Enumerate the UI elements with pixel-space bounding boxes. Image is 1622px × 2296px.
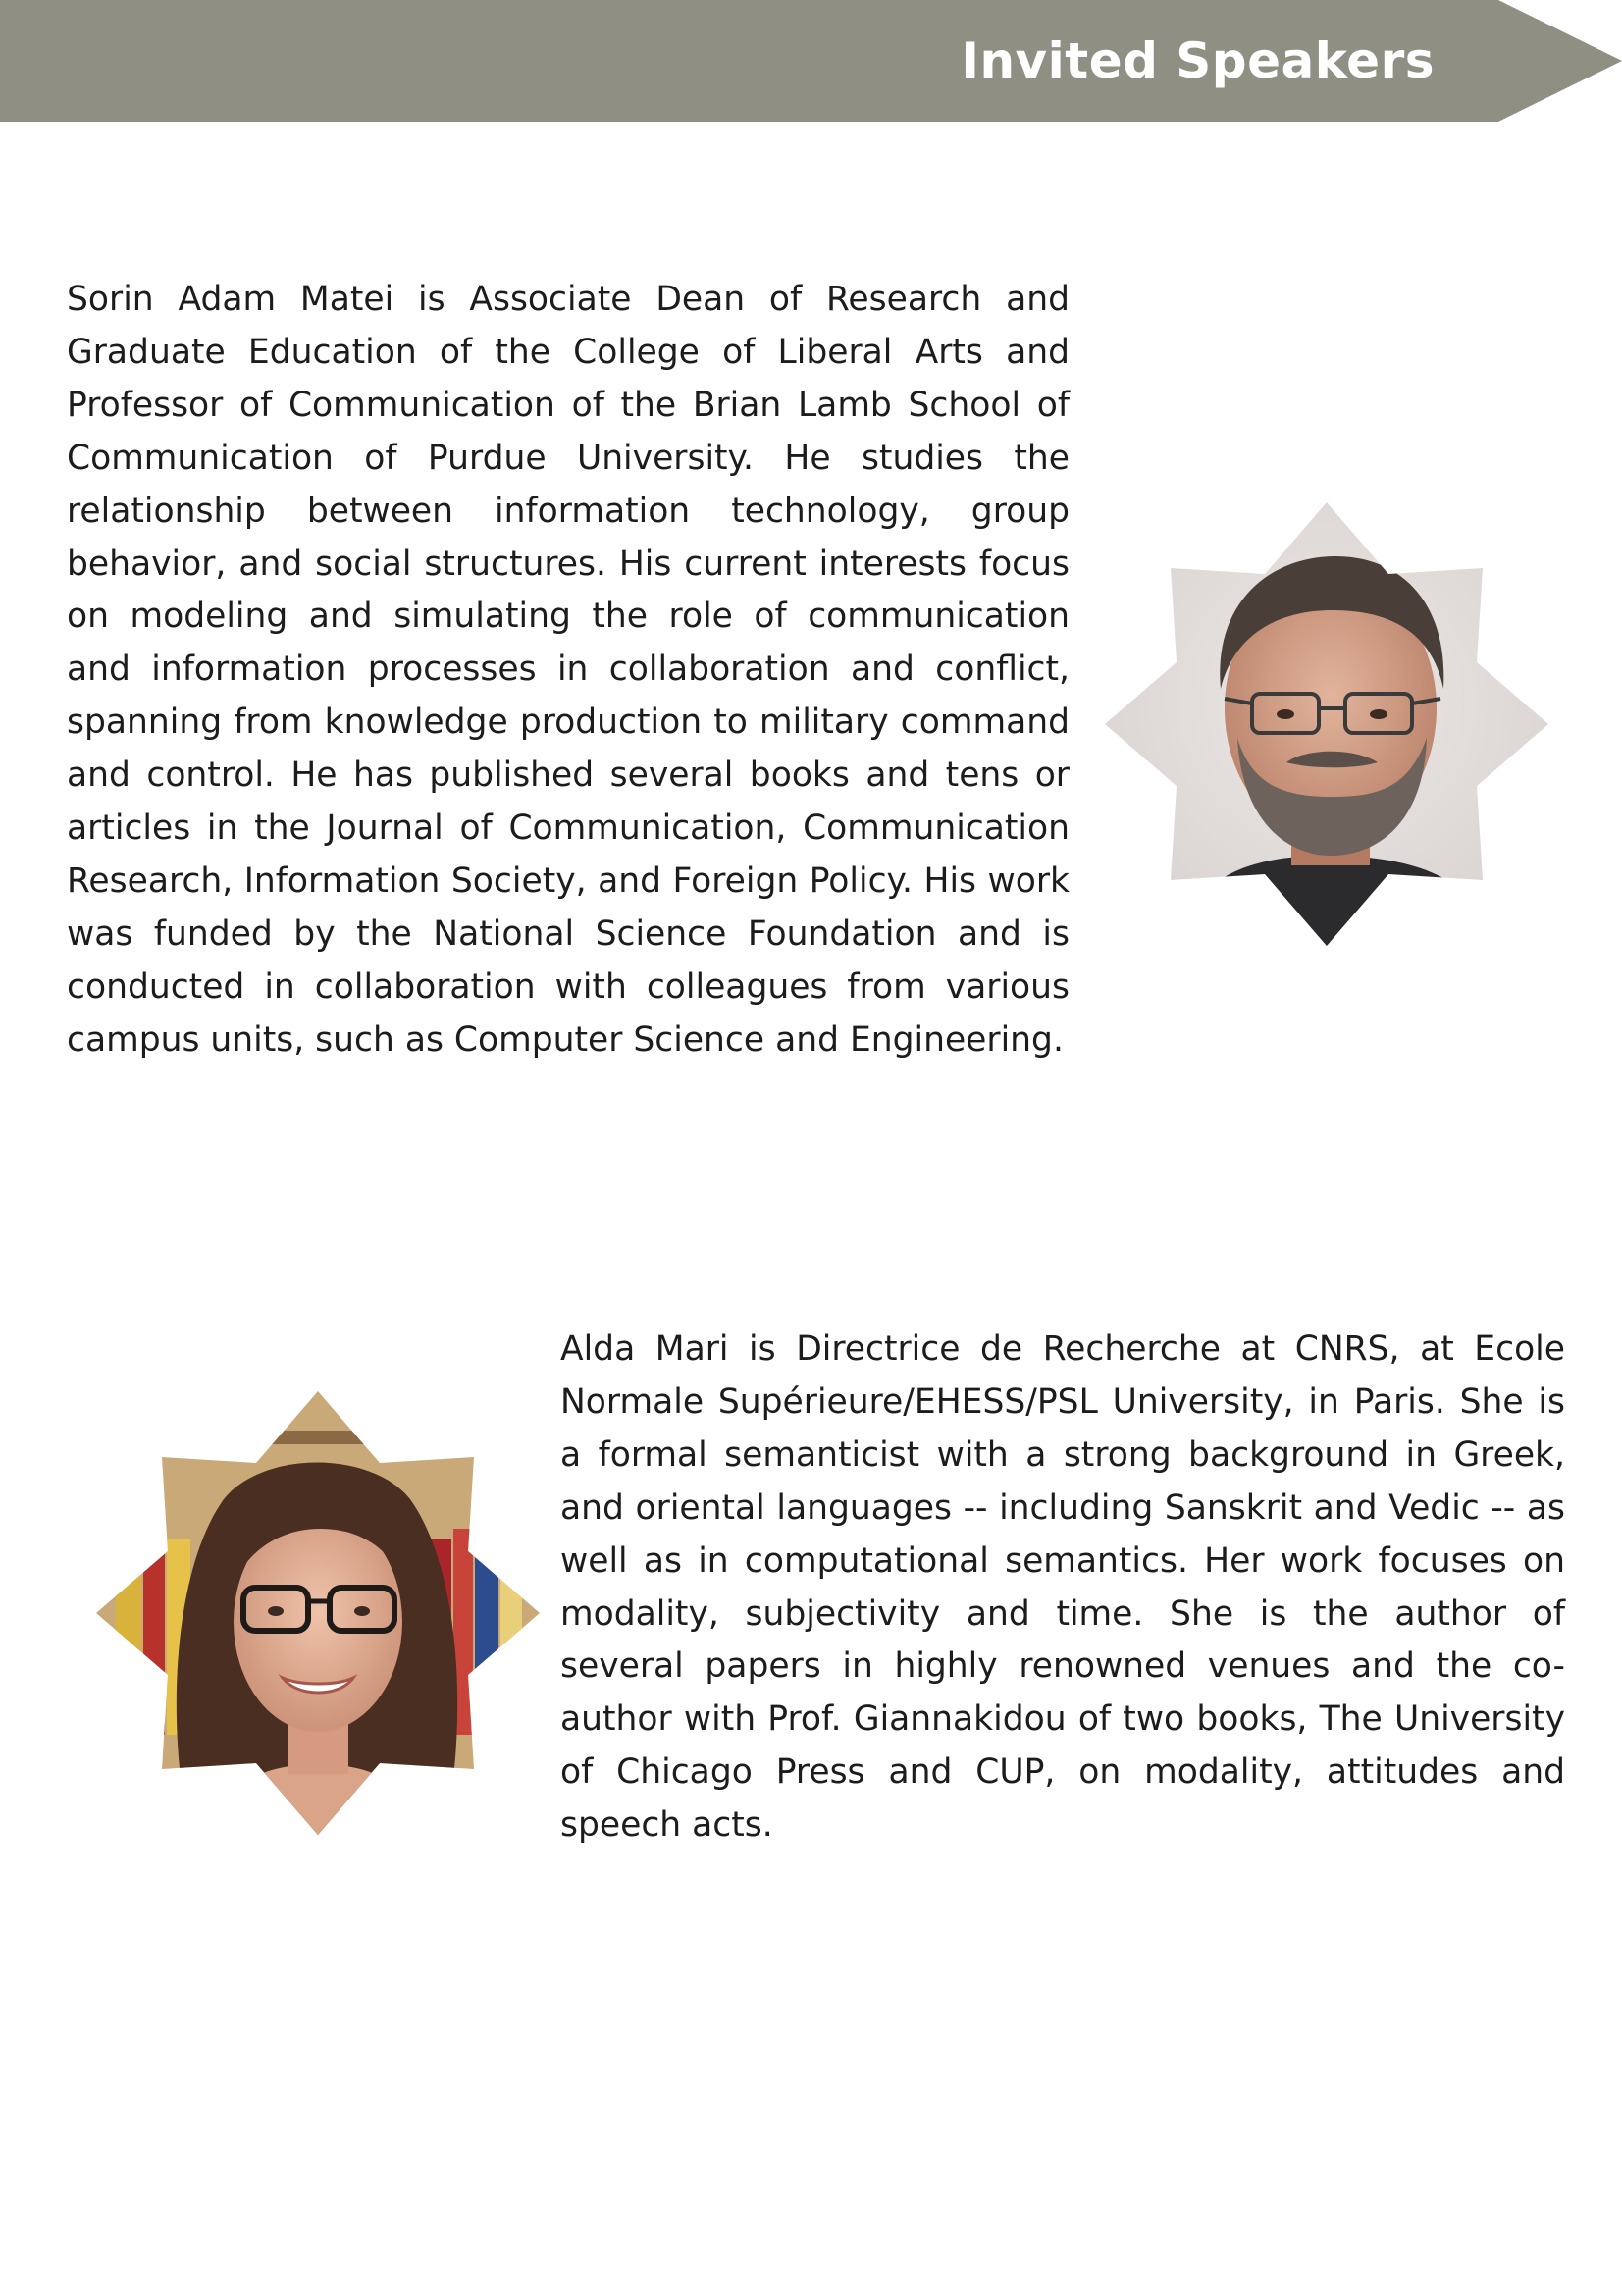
speaker-photo-alda-mari: [96, 1391, 540, 1835]
speaker-photo-sorin-matei: [1105, 502, 1548, 946]
speaker-bio-sorin-matei: Sorin Adam Matei is Associate Dean of Research and Graduate Education of the College of Liberal Arts and Professor of Communication of the Brian Lamb School of Communication of Purdue University. He studies the relationship between information technology, group behavior, and social structures. His current interests focus on modeling and simulating the role of communication and information processes in collaboration and conflict, spanning from knowledge production to military command and control. He has published several books and tens or articles in the Journal of Communication, Communication Research, Information Society, and Foreign Policy. His work was funded by the National Science Foundation and is conducted in collaboration with colleagues from various campus units, such as Computer Science and Engineering.: [67, 280, 1070, 1060]
page-title: Invited Speakers: [961, 32, 1435, 89]
speaker-bio-alda-mari: Alda Mari is Directrice de Recherche at CNRS, at Ecole Normale Supérieure/EHESS/PSL University, in Paris. She is a formal semanticist with a strong background in Greek, and oriental languages -- including Sanskrit and Vedic -- as well as in computational semantics. Her work focuses on modality, subjectivity and time. She is the author of several papers in highly renowned venues and the co-author with Prof. Giannakidou of two books, The University of Chicago Press and CUP, on modality, attitudes and speech acts.: [560, 1330, 1565, 1846]
